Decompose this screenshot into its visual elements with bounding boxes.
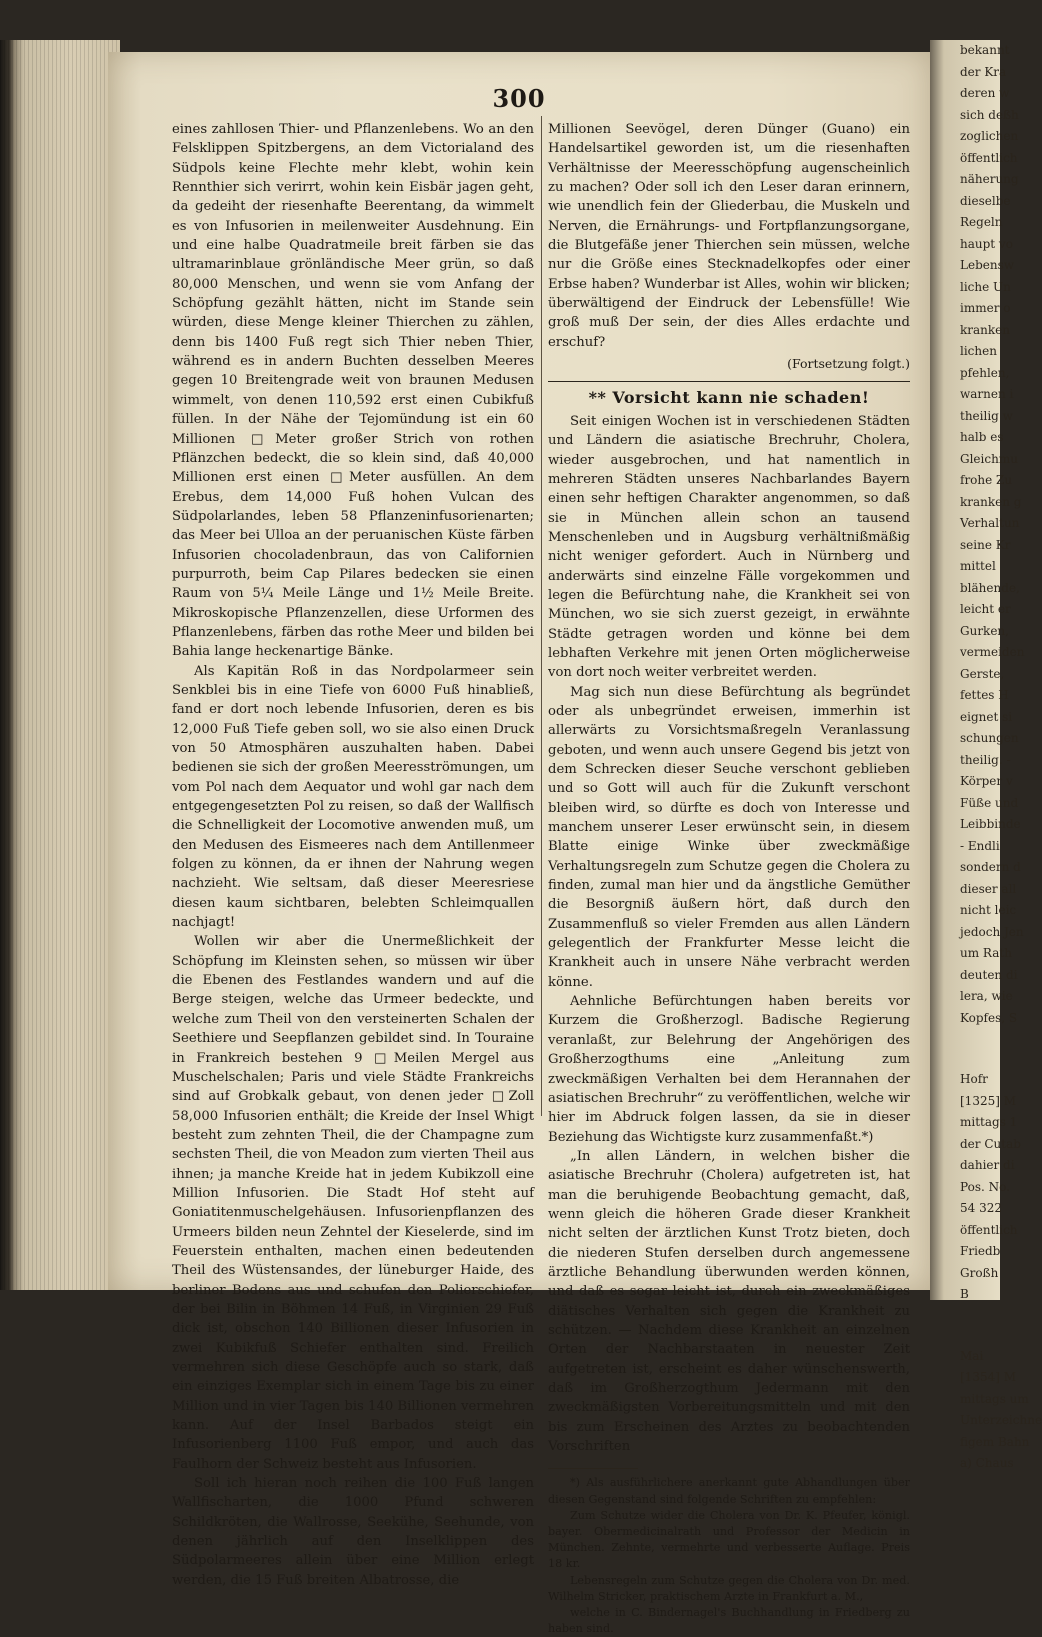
adjacent-page-fragment: theilig. - [960,752,1011,767]
adjacent-page-fragment: mittel [960,559,996,573]
adjacent-page-fragment: Hofr [960,1072,988,1086]
adjacent-page-fragment: kranken g [960,494,1022,509]
article-separator [548,381,910,382]
fortsetzung-note: (Fortsetzung folgt.) [787,356,910,372]
adjacent-page-fragment: fettes H [960,688,1009,702]
adjacent-page-fragment: lichen [960,344,997,358]
adjacent-page-fragment: haupt vo [960,236,1013,251]
adjacent-page-fragment: immer o [960,301,1011,315]
adjacent-page-fragment: seine Kr [960,537,1011,552]
adjacent-page-fragment: Friedb [960,1244,1001,1258]
page-number: 300 [492,84,546,113]
adjacent-page-fragment: blähende, [960,580,1020,595]
article-title: ** Vorsicht kann nie schaden! [588,388,870,408]
adjacent-page-fragment: liche Un [960,279,1011,294]
column-divider [541,116,542,1116]
adjacent-page-fragment: mittags um [960,1391,1029,1406]
adjacent-page-fragment: kranken [960,322,1010,337]
adjacent-page-fragment: warnen i [960,387,1014,401]
article-paragraph: Aehnliche Befürchtungen haben bereits vor Kurzem die Großherzogl. Badische Regierung veranlaßt, zur Belehrung der Angehörigen des Großherzogthums eine „Anleitung zum zweckmäßigen Verhalten bei dem Herannahen der asiatischen Brechruhr“ zu veröffentlichen, welche wir hier im Abdruck folgen lassen, da sie in dieser Beziehung das Wichtigste kurz zusammenfaßt.*) [548,994,910,1145]
adjacent-page-fragment: [1325] M [960,1093,1017,1108]
adjacent-page-fragment: sich deßh [960,107,1019,122]
adjacent-page-fragment: öffentlich [960,150,1018,165]
left-column-paragraph: Soll ich hieran noch reihen die 100 Fuß langen Wallfischarten, die 1000 Pfund schweren Schildkröten, die Wallrosse, Seekühe, Seehunde, von denen jährlich auf den Inselklippen des Südpolarmeeres allein über eine Million erlegt werden, die 15 Fuß breiten Albatrosse, die [172,1476,534,1588]
adjacent-page-fragment: 54 322 [960,1201,1002,1215]
book-block-edge [0,40,120,1290]
right-column [548,120,910,1637]
adjacent-page-fragment: näherung [960,172,1019,186]
footnote-paragraph: Lebensregeln zum Schutze gegen die Cholera von Dr. med. Wilhelm Stricker, praktischem Arzte in Frankfurt a. M., [548,1573,910,1603]
adjacent-page-fragment: Großh [960,1265,999,1280]
article-paragraph: Mag sich nun diese Befürchtung als begründet oder als unbegründet erweisen, immerhin ist allerwärts zu Vorsichtsmaßregeln Veranlassung geboten, und wenn auch unsere Gegend bis jetzt von dem Schrecken dieser Seuche verschont geblieben und so Gott will auch für die Zukunft verschont bleiben wird, so dürfte es doch von Interesse und manchem unserer Leser erwünscht sein, in diesem Blatte einige Winke über zweckmäßige Verhaltungsregeln zum Schutze gegen die Cholera zu finden, zumal man hier und da ängstliche Gemüther die Besorgniß äußern hört, daß durch den Zusammenfluß so vieler Fremden aus allen Ländern gelegentlich der Frankfurter Messe leicht die Krankheit auch in unsere Nähe verbracht werden könne. [548,684,910,990]
footnote-paragraph: *) Als ausführlichere anerkannt gute Abhandlungen über diesen Gegenstand sind folgende Schriften zu empfehlen: [548,1476,910,1506]
article-paragraph: „In allen Ländern, in welchen bisher die asiatische Brechruhr (Cholera) aufgetreten ist, hat man die beruhigende Beobachtung gemacht, daß, wenn gleich die höheren Grade dieser Krankheit nicht selten der ärztlichen Kunst Trotz bieten, doch die niederen Stufen derselben durch angemessene ärztliche Behandlung überwunden werden können, und daß es sogar leicht ist, durch ein zweckmäßiges diätisches Verhalten sich gegen die Krankheit zu schützen. — Nachdem diese Krankheit an einzelnen Orten der Nachbarstaaten in neuester Zeit aufgetreten ist, erscheint es daher wünschenswerth, daß im Großherzogthum Jedermann mit den zweckmäßigsten Vorbereitungsmitteln und mit den bis zum Erscheinen des Arztes zu beobachtenden Vorschriften [548,1148,910,1455]
adjacent-page-fragment: der Kra [960,64,1007,79]
adjacent-page-fragment: Körper v [960,774,1013,788]
adjacent-page-fragment: Kopfes, S [960,1010,1018,1025]
adjacent-page-fragment: dieser all [960,881,1017,896]
adjacent-page-fragment: theilig w [960,408,1013,423]
adjacent-page-fragment: dahier di [960,1158,1015,1172]
adjacent-page-fragment: [1354] M [960,1370,1017,1384]
left-column-paragraph: eines zahllosen Thier- und Pflanzenlebens. Wo an den Felsklippen Spitzbergens, an dem Victorialand des Südpols keine Flechte mehr klebt, wohin kein Rennthier sich verirrt, wohin kein Eisbär jagen geht, da gedeiht der riesenhafte Beerentang, da wimmelt es von Infusorien in meilenweiter Ausdehnung. Ein und eine halbe Quadratmeile breit färben sie das ultramarinblaue grönländische Meer grün, so daß 80,000 Menschen, und wenn sie vom Anfang der Schöpfung gezählt hätten, nicht im Stande sein würden, diese Menge kleiner Thierchen zu zählen, denn bis 1400 Fuß regt sich Thier neben Thier, während es in andern Buchten desselben Meeres gegen 10 Breitengrade weit von braunen Medusen wimmelt, von denen 110,592 erst einen Cubikfuß füllen. In der Nähe der Tejomündung ist ein 60 Millionen □Meter großer Strich von rothen Pflänzchen bedeckt, die so klein sind, daß 40,000 Millionen erst einen □Meter ausfüllen. An dem Erebus, dem 14,000 Fuß hohen Vulcan des Südpolarlandes, leben 58 Pflanzeninfusorienarten; das Meer bei Ulloa an der peruanischen Küste färben Infusorien chocoladenbraun, das von Californien purpurroth, beim Cap Pilares bedecken sie einen Raum von 5¼ Meile Länge und 1½ Meile Breite. Mikroskopische Pflanzenzellen, diese Urformen des Pflanzenlebens, färben das rothe Meer und bilden bei Bahia lange heckenartige Bänke. [172,122,534,660]
adjacent-page-fragment: Mai [960,1348,984,1363]
article-paragraph: Seit einigen Wochen ist in verschiedenen Städten und Ländern die asiatische Brechruhr, Cholera, wieder ausgebrochen, und hat namentlich in mehreren Städten unseres Nachbarlandes Bayern einen sehr heftigen Charakter angenommen, so daß sie in München allein schon an tausend Menschenleben und in Augsburg verhältnißmäßig nicht weniger gefordert. Auch in Nürnberg und anderwärts sind einzelne Fälle vorgekommen und legen die Befürchtung nahe, die Krankheit sei von München, wo sie sich zuerst gezeigt, in erwähnte Städte getragen worden und könne bei dem lebhaften Verkehre mit jenen Orten möglicherweise von dort noch weiter verbreitet werden. [548,413,910,681]
adjacent-page-fragment: B [960,1287,969,1301]
continuation-paragraph: Millionen Seevögel, deren Dünger (Guano) ein Handelsartikel geworden ist, um die riesenhaften Verhältnisse der Meeresschöpfung augenscheinlich zu machen? Oder soll ich den Leser daran erinnern, wie unendlich fein der Gliederbau, die Muskeln und Nerven, die Ernährungs- und Fortpflanzungsorgane, die Blutgefäße jener Thierchen sein müssen, welche nur die Größe eines Stecknadelkopfes oder einer Erbse haben? Wunderbar ist Alles, wohin wir blicken; überwältigend der Eindruck der Lebensfülle! Wie groß muß Der sein, der dies Alles erdachte und erschuf? [548,122,910,350]
adjacent-page-fragment: jedoch Jen [960,924,1024,939]
adjacent-page-fragment: bekannt [960,43,1010,57]
adjacent-page-fragment: Gerste, [960,666,1005,681]
adjacent-page-fragment: Lebensw [960,258,1015,272]
footnote-paragraph: welche in C. Bindernagel's Buchhandlung in Friedberg zu haben sind. [548,1606,910,1636]
adjacent-page-fragment: pfehlen, [960,365,1010,380]
adjacent-page-fragment: Leibbinde [960,817,1021,831]
adjacent-page-fragment: Pos. No. [960,1179,1010,1194]
article-body [548,412,910,1457]
footnote-paragraph: Zum Schutze wider die Cholera von Dr. K. Pfeufer, königl. bayer. Obermedicinalrath und Professor der Medicin in München. Zehnte, vermehrte und verbesserte Auflage. Preis 18 kr. [548,1508,910,1571]
adjacent-page-fragment: deren w [960,86,1010,100]
adjacent-page-fragment: a) Chaus [960,1456,1014,1470]
adjacent-page-fragment: eignet si [960,709,1013,724]
adjacent-page-fragment: Gleichmu [960,451,1018,466]
adjacent-page-fragment: - Endli [960,838,1000,853]
adjacent-page-gap [930,1306,1000,1346]
adjacent-page-fragment: Unterzeichne [960,1413,1042,1427]
book-page [108,52,930,1636]
left-column-paragraph: Als Kapitän Roß in das Nordpolarmeer sein Senkblei bis in eine Tiefe von 6000 Fuß hinabließ, fand er dort noch lebende Infusorien, deren es bis 12,000 Fuß Tiefe geben soll, wo sie also einen Druck von 50 Atmosphären auszuhalten haben. Dabei bedienen sie sich der großen Meeresströmungen, um vom Pol nach dem Aequator und wohl gar nach dem entgegengesetzten Pol zu reisen, so daß der Wallfisch die Schnelligkeit der Locomotive anwenden muß, um den Medusen des Eismeeres nach dem Antillenmeer folgen zu können, da er ihnen der Nahrung wegen nachzieht. Wie seltsam, daß dieser Meeresriese diesen kaum sichtbaren, belebten Schleimquallen nachjagt! [172,663,534,931]
adjacent-page-fragment: zoglichen [960,129,1019,143]
adjacent-page-fragment: vermeiden [960,645,1025,659]
adjacent-page-fragment: um Rath [960,946,1012,960]
adjacent-page-fragment: leicht er [960,602,1011,616]
adjacent-page-fragment: Gurken, [960,623,1009,638]
footnote-rule [548,1468,638,1469]
adjacent-page-fragment: Regeln [960,215,1003,229]
adjacent-page-gap [930,1029,1000,1069]
left-column-paragraph: Wollen wir aber die Unermeßlichkeit der Schöpfung im Kleinsten sehen, so müssen wir über die Ebenen des Festlandes wandern und auf die Berge steigen, welche das Urmeer bedeckte, und welche zum Theil von den versteinerten Schalen der Seethiere und Seepflanzen gebildet sind. In Touraine in Frankreich bestehen 9 □Meilen Mergel aus Muschelschalen; Paris und viele Städte Frankreichs sind auf Grobkalk gebaut, von denen jeder □Zoll 58,000 Infusorien enthält; die Kreide der Insel Whigt besteht zum zehnten Theil, die der Champagne zum sechsten Theil, die von Meadon zum vierten Theil aus ihnen; ja manche Kreide hat in jedem Kubikzoll eine Million Infusorien. Die Stadt Hof steht auf Goniatitenmuschelgehäusen. Infusorienpflanzen des Urmeers bilden neun Zehntel der Kieselerde, sind im Feuerstein enthalten, machen einen bedeutenden Theil des Wüstensandes, der lüneburger Haide, des berliner Bodens aus und schufen den Polierschiefer, der bei Bilin in Böhmen 14 Fuß, in Virginien 29 Fuß dick ist, obschon 140 Billionen dieser Infusorien in zwei Kubikfuß Schiefer enthalten sind. Freilich vermehren sich diese Geschöpfe auch so stark, daß ein einziges Exemplar sich in einem Tage bis zu einer Million und in vier Tagen bis 140 Billionen vermehren kann. Auf der Insel Barbados steigt ein Infusorienberg 1100 Fuß empor, und auch das Faulhorn der Schweiz besteht aus Infusorien. [172,934,534,1472]
adjacent-page-fragment: sondern d [960,860,1021,874]
adjacent-page-fragment: deuten di [960,967,1018,982]
adjacent-page-fragment: dieselbe [960,193,1011,208]
adjacent-page-fragment: figem Bahn [960,1434,1030,1449]
adjacent-page-fragment: öffentlich [960,1222,1018,1237]
adjacent-page [930,40,1042,1470]
footnotes [548,1475,910,1637]
adjacent-page-fragment: lera, wie [960,989,1013,1003]
adjacent-page-fragment: halb es [960,430,1004,444]
adjacent-page-fragment: mittags 1 [960,1115,1018,1129]
adjacent-page-fragment: Füße und [960,795,1019,810]
adjacent-page-fragment: Verhaltun [960,516,1020,530]
left-column [172,120,534,1590]
adjacent-page-fragment: der Cutab [960,1136,1021,1151]
adjacent-page-fragment: nicht leic [960,903,1017,917]
adjacent-page-fragment: frohe Zu [960,473,1013,487]
adjacent-page-fragment: schungen [960,731,1019,745]
